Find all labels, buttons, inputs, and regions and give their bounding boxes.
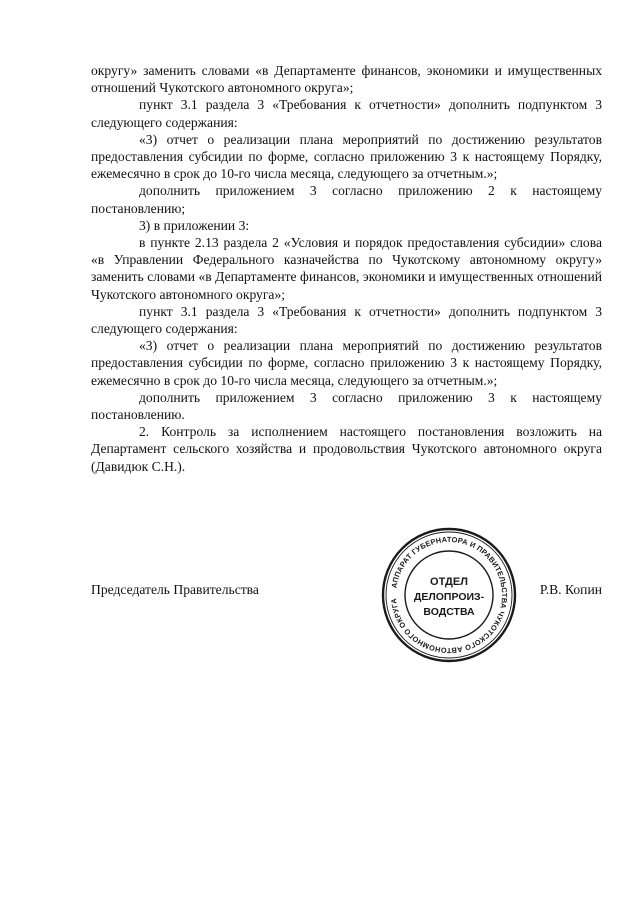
paragraph-1: округу» заменить словами «в Департаменте финансов, экономики и имущественных отношений Чукотского автономного округа»;	[91, 63, 602, 96]
paragraph-4: дополнить приложением 3 согласно приложению 2 к настоящему постановлению;	[91, 183, 602, 216]
office-stamp	[380, 526, 518, 664]
paragraph-5: 3) в приложении 3:	[139, 217, 250, 233]
signatory-position: Председатель Правительства	[91, 582, 259, 597]
paragraph-3: «3) отчет о реализации плана мероприятий по достижению результатов предоставления субсидии по форме, согласно приложению 3 к настоящему Порядку, ежемесячно в срок до 10-го числа месяца, следующего за отчетным.»;	[91, 131, 602, 182]
paragraph-10: 2. Контроль за исполнением настоящего постановления возложить на Департамент сельского хозяйства и продовольствия Чукотского автономного округа (Давидюк С.Н.).	[91, 424, 602, 474]
signature-block	[91, 581, 602, 601]
signatory-name: Р.В. Копин	[539, 582, 602, 597]
document-body	[91, 62, 602, 475]
stamp-center-line-3: ВОДСТВА	[423, 606, 475, 618]
stamp-center-line-1: ОТДЕЛ	[430, 576, 468, 588]
paragraph-2: пункт 3.1 раздела 3 «Требования к отчетности» дополнить подпунктом 3 следующего содержания:	[91, 97, 602, 130]
paragraph-9: дополнить приложением 3 согласно приложению 3 к настоящему постановлению.	[91, 389, 602, 423]
stamp-ring-text: АППАРАТ ГУБЕРНАТОРА И ПРАВИТЕЛЬСТВА ЧУКОТСКОГО АВТОНОМНОГО ОКРУГА	[389, 534, 510, 656]
paragraph-7: пункт 3.1 раздела 3 «Требования к отчетности» дополнить подпунктом 3 следующего содержания:	[91, 303, 602, 337]
paragraph-6: в пункте 2.13 раздела 2 «Условия и порядок предоставления субсидии» слова «в Управлении Федерального казначейства по Чукотскому автономному округу» заменить словами «в Департаменте финансов, экономики и имущественных отношений Чукотского автономного округа»;	[91, 235, 602, 302]
stamp-center-line-2: ДЕЛОПРОИЗ-	[413, 591, 485, 603]
paragraph-8: «3) отчет о реализации плана мероприятий по достижению результатов предоставления субсидии по форме, согласно приложению 3 к настоящему Порядку, ежемесячно в срок до 10-го числа месяца, следующего за отчетным.»;	[91, 338, 602, 388]
